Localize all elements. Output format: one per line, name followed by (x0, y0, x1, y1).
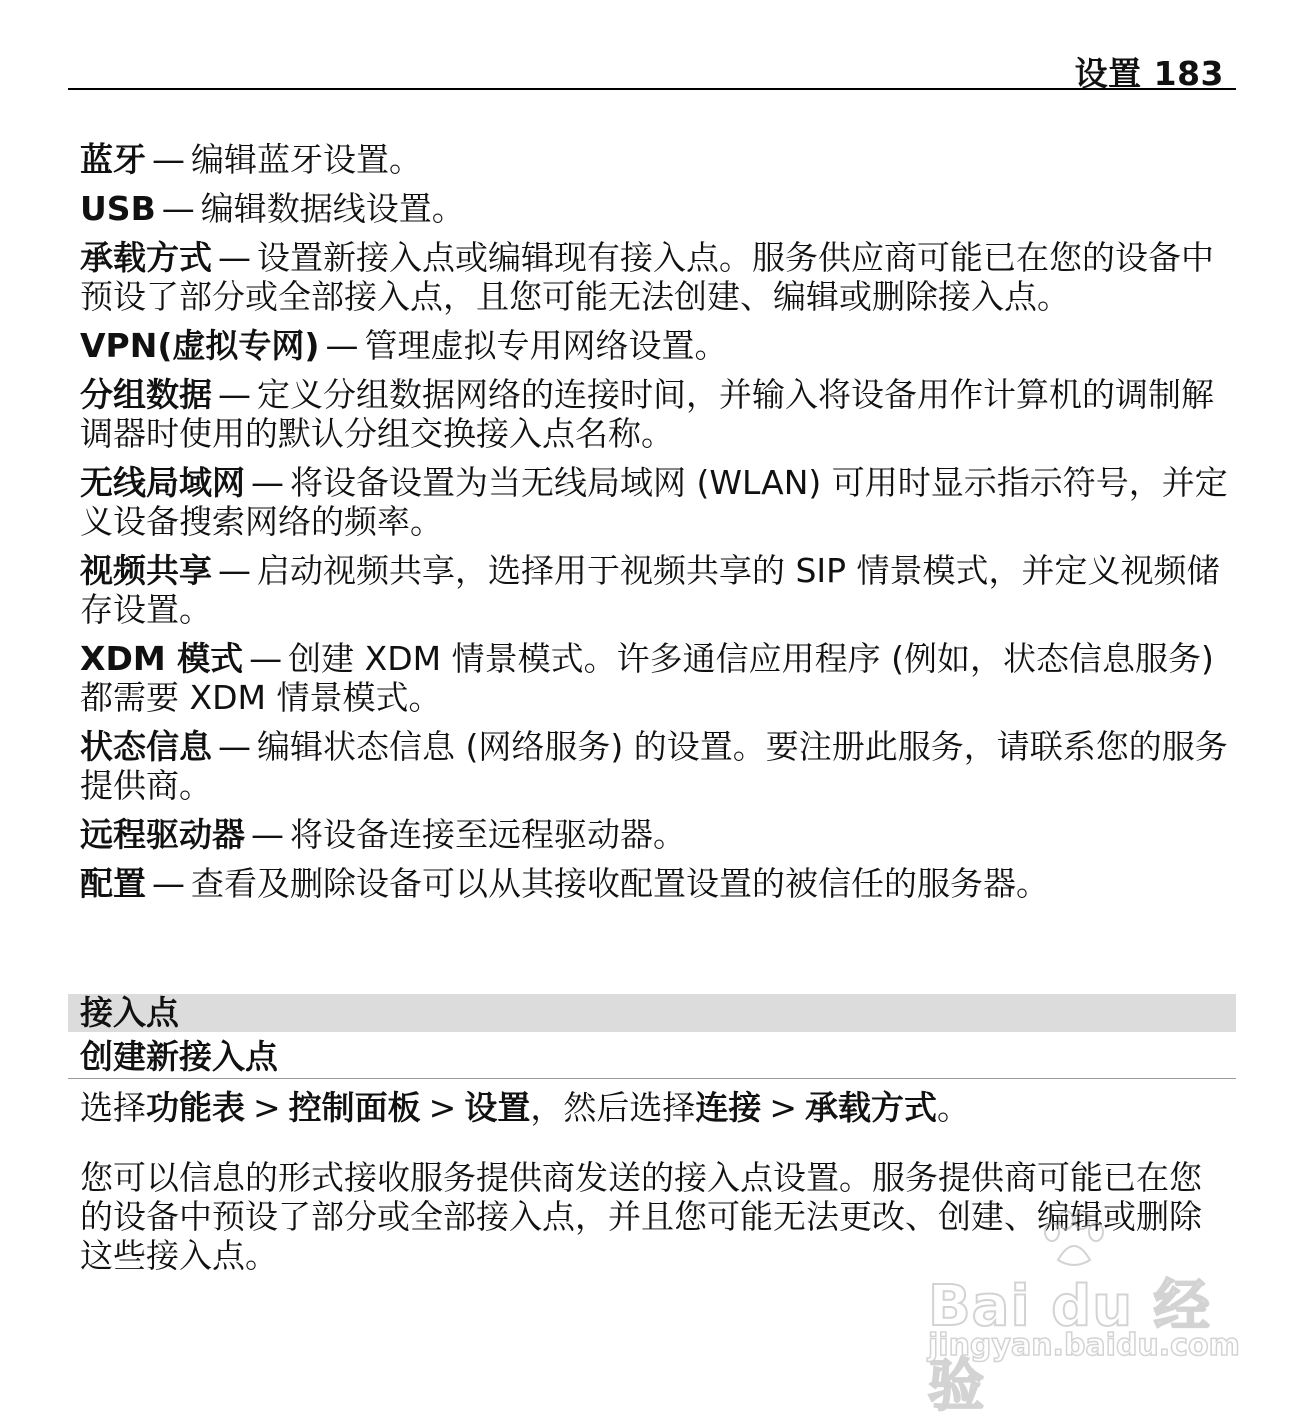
paw-icon (1038, 1210, 1108, 1270)
entry-term: USB (80, 189, 156, 228)
path-step-menu: 功能表 (146, 1088, 245, 1127)
entry-term: 远程驱动器 (80, 815, 245, 854)
path-step-bearer: 承载方式 (804, 1088, 937, 1127)
section-title: 接入点 (80, 993, 179, 1032)
menu-path (80, 1088, 1228, 1128)
entry-dash: — (152, 140, 185, 179)
entry-remote-drives (80, 815, 1228, 854)
entry-dash: — (218, 727, 251, 766)
entry-dash: — (152, 864, 185, 903)
path-prefix: 选择 (80, 1088, 146, 1127)
entry-bearer (80, 238, 1228, 316)
settings-list (80, 140, 1228, 913)
path-step-settings: 设置 (464, 1088, 531, 1127)
entry-term: 蓝牙 (80, 140, 146, 179)
path-separator: > (428, 1088, 457, 1127)
path-step-connection: 连接 (695, 1088, 762, 1127)
path-suffix: 。 (936, 1088, 970, 1127)
entry-dash: — (251, 463, 284, 502)
entry-term: 配置 (80, 864, 146, 903)
entry-dash: — (251, 815, 284, 854)
entry-bluetooth (80, 140, 1228, 179)
entry-xdm (80, 639, 1228, 717)
entry-desc: 管理虚拟专用网络设置。 (364, 326, 728, 365)
entry-dash: — (249, 639, 283, 678)
entry-desc: 编辑数据线设置。 (200, 189, 465, 228)
path-step-control-panel: 控制面板 (288, 1088, 421, 1127)
entry-desc: 查看及删除设备可以从其接收配置设置的被信任的服务器。 (191, 864, 1049, 903)
entry-video-sharing (80, 551, 1228, 629)
entry-dash: — (218, 375, 251, 414)
entry-desc: 编辑状态信息 (网络服务) 的设置。要注册此服务，请联系您的服务提供商。 (80, 727, 1228, 805)
section-heading (68, 994, 1236, 1032)
entry-term: 视频共享 (80, 551, 212, 590)
entry-term: VPN(虚拟专网) (80, 326, 320, 365)
entry-term: 无线局域网 (80, 463, 245, 502)
entry-desc: 将设备连接至远程驱动器。 (290, 815, 686, 854)
path-separator: > (769, 1088, 797, 1127)
entry-dash: — (218, 551, 251, 590)
entry-dash: — (325, 326, 359, 365)
entry-configuration (80, 864, 1228, 903)
entry-desc: 定义分组数据网络的连接时间，并输入将设备用作计算机的调制解调器时使用的默认分组交换接入点名称。 (80, 375, 1214, 453)
entry-desc: 启动视频共享，选择用于视频共享的 SIP 情景模式，并定义视频储存设置。 (80, 551, 1220, 629)
baidu-watermark (928, 1210, 1240, 1419)
entry-desc: 创建 XDM 情景模式。许多通信应用程序 (例如，状态信息服务) 都需要 XDM 情景模式。 (80, 639, 1214, 717)
entry-presence (80, 727, 1228, 805)
entry-packet-data (80, 375, 1228, 453)
entry-dash: — (161, 189, 195, 228)
entry-term: 分组数据 (80, 375, 212, 414)
entry-desc: 将设备设置为当无线局域网 (WLAN) 可用时显示指示符号，并定义设备搜索网络的频率。 (80, 463, 1228, 541)
entry-desc: 设置新接入点或编辑现有接入点。服务供应商可能已在您的设备中预设了部分或全部接入点，且您可能无法创建、编辑或删除接入点。 (80, 238, 1214, 316)
subsection-heading (68, 1036, 1236, 1079)
entry-vpn (80, 326, 1228, 365)
entry-dash: — (218, 238, 251, 277)
page-title: 设置 183 (1074, 54, 1224, 93)
entry-wlan (80, 463, 1228, 541)
body-paragraph: 您可以信息的形式接收服务提供商发送的接入点设置。服务提供商可能已在您的设备中预设了部分或全部接入点，并且您可能无法更改、创建、编辑或删除这些接入点。 (80, 1158, 1202, 1275)
entry-desc: 编辑蓝牙设置。 (191, 140, 422, 179)
entry-term: 状态信息 (80, 727, 212, 766)
path-separator: > (253, 1088, 281, 1127)
watermark-site: jingyan.baidu.com (928, 1328, 1240, 1363)
subsection-title: 创建新接入点 (80, 1037, 278, 1076)
entry-term: 承载方式 (80, 238, 212, 277)
watermark-brand: Bai du 经验 (928, 1274, 1211, 1419)
entry-term: XDM 模式 (80, 639, 244, 678)
entry-usb (80, 189, 1228, 228)
path-middle: ，然后选择 (530, 1088, 696, 1127)
page-header (68, 44, 1236, 93)
